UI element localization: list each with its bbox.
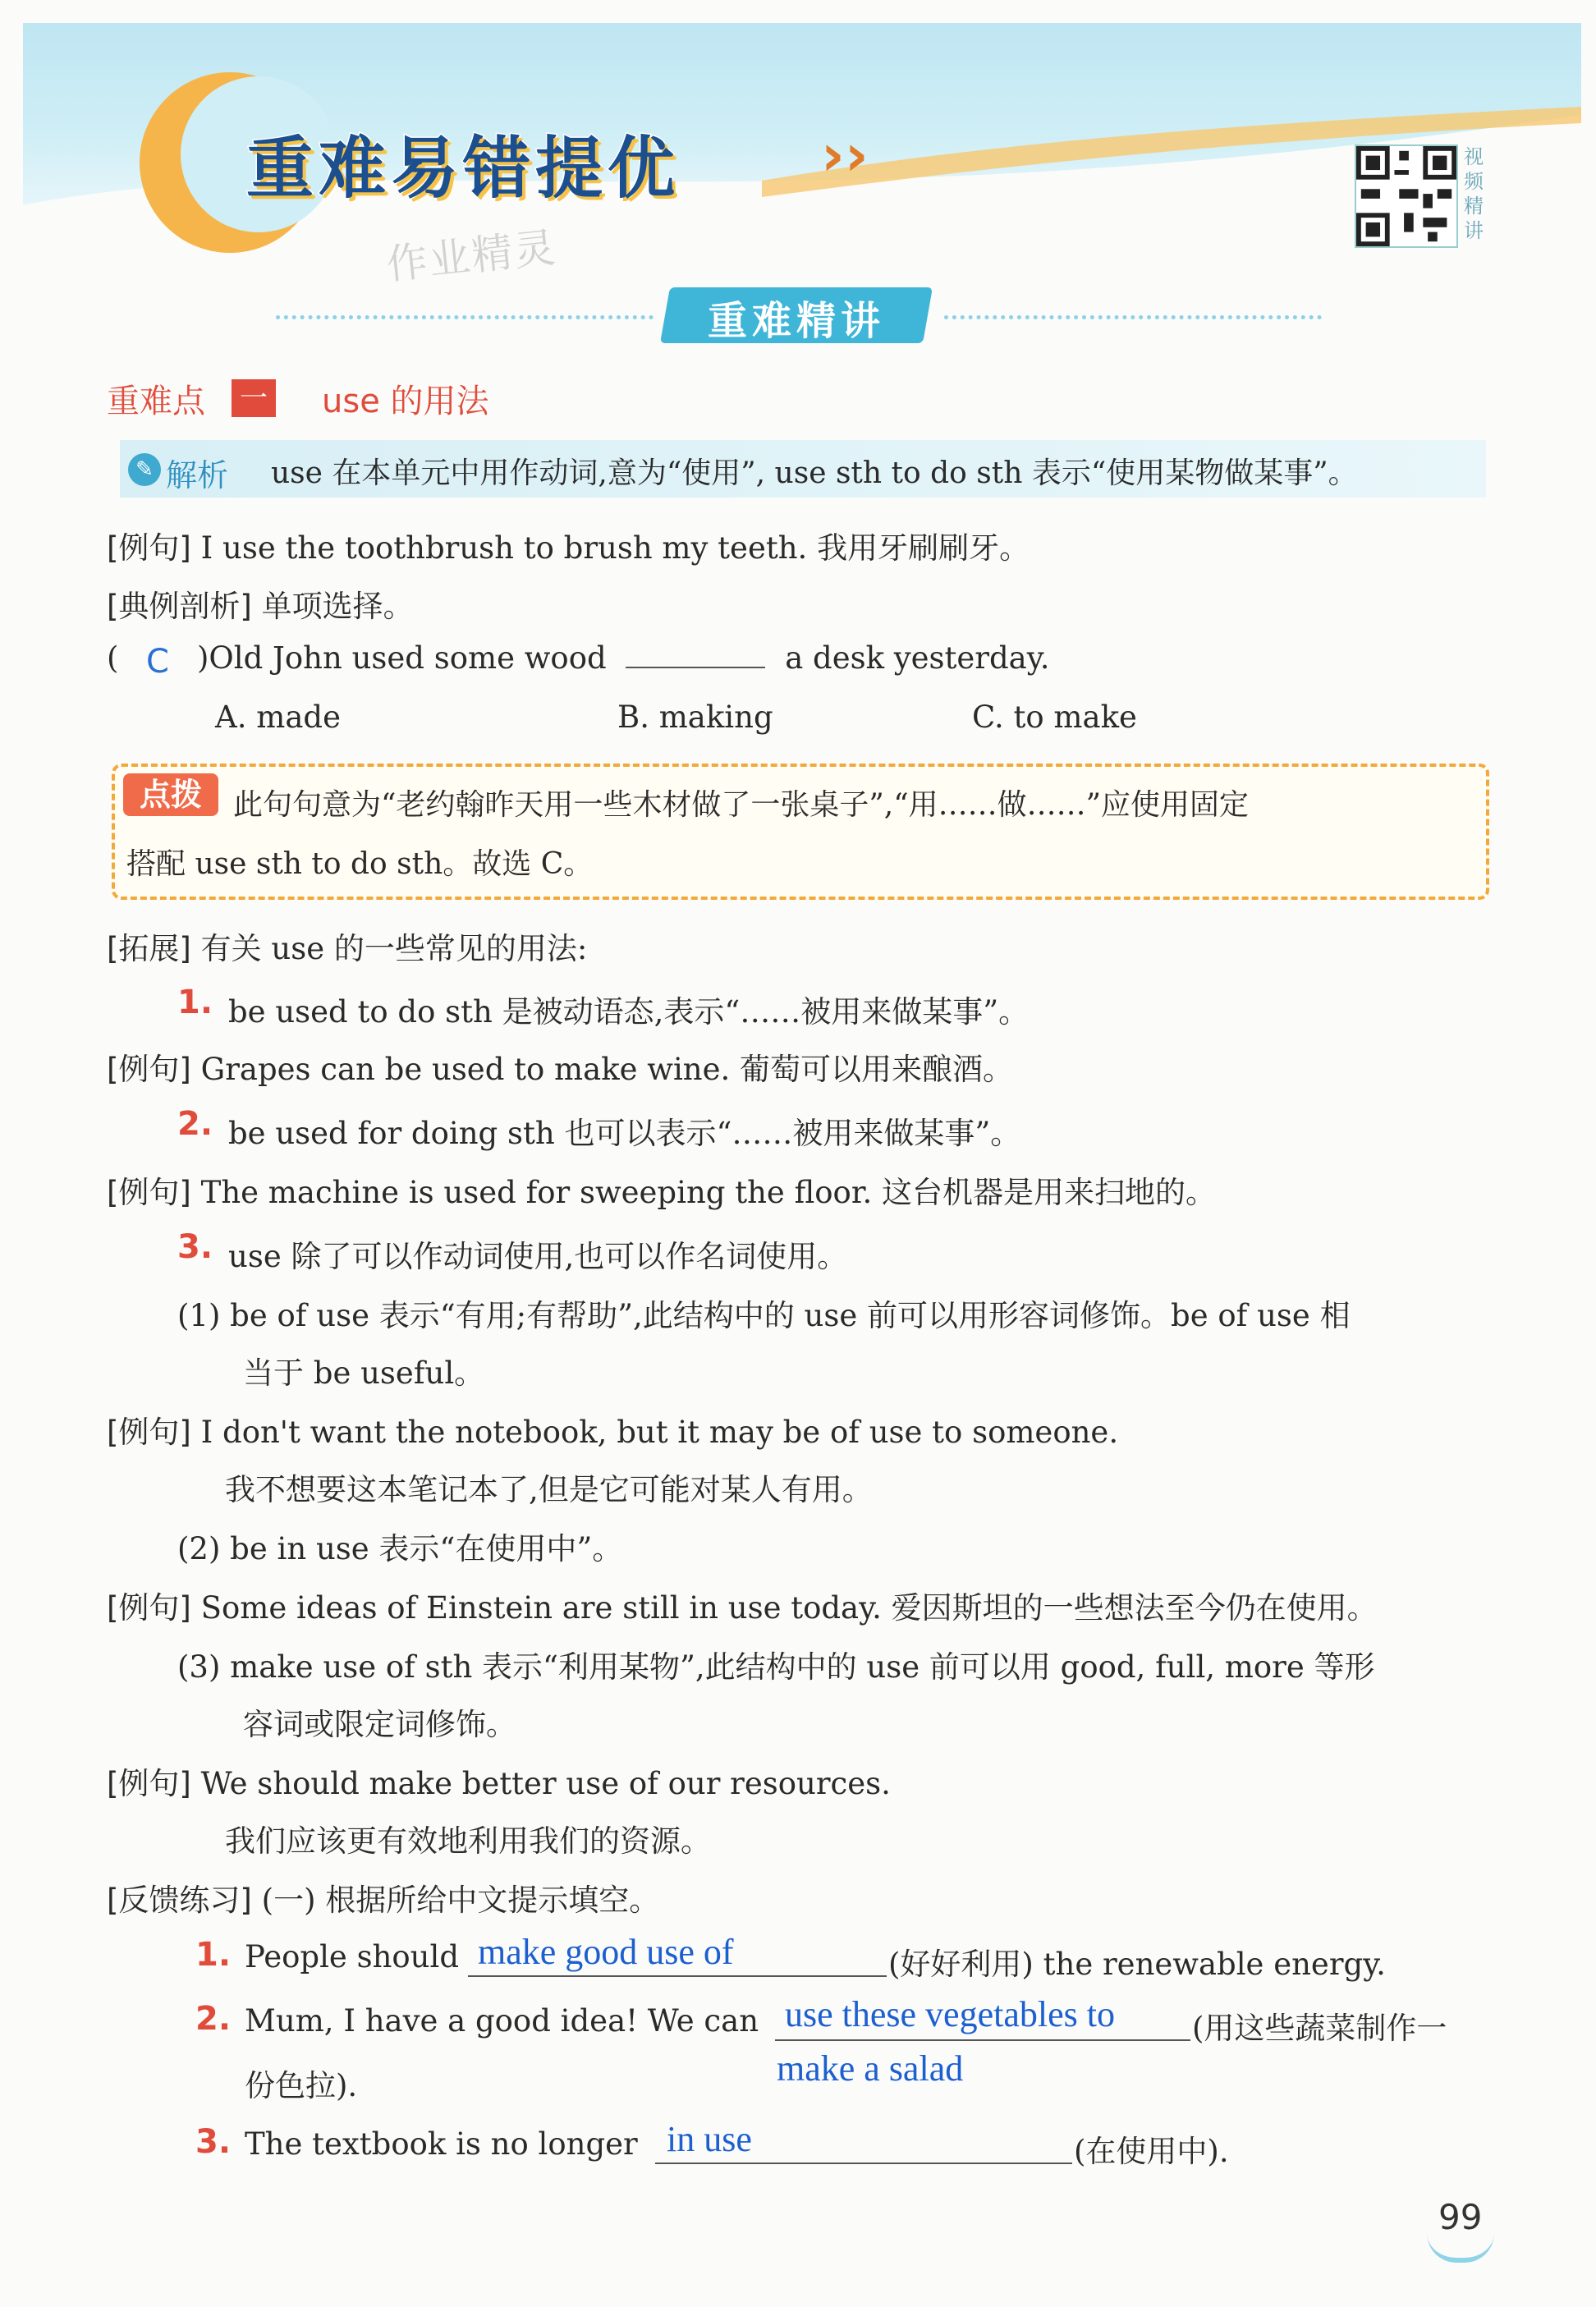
exercise-number: 2. — [195, 2000, 232, 2038]
exercise-3-pre: The textbook is no longer — [245, 2126, 638, 2162]
point-label: 重难点 — [107, 383, 205, 420]
question-stem — [197, 640, 1050, 676]
exercise-3-post: (在使用中). — [1074, 2134, 1229, 2169]
expand-intro: 有关 use 的一些常见的用法: — [200, 931, 588, 966]
page-header-title: 重难易错提优 — [246, 130, 681, 208]
point-number: 一 — [232, 379, 276, 417]
expand-tag: [拓展] — [107, 931, 191, 966]
exercise-2-post: (用这些蔬菜制作一 — [1192, 2011, 1447, 2046]
example-row — [107, 1583, 1378, 1627]
exercise-1-blank[interactable] — [468, 1975, 887, 1977]
item-number: 3. — [177, 1228, 213, 1266]
sub-item-text: 容词或限定词修饰。 — [243, 1707, 516, 1742]
expand-row — [107, 924, 587, 968]
exercise-number: 1. — [195, 1936, 232, 1974]
practice-tag: [反馈练习] — [107, 1883, 252, 1918]
watermark: 作业精灵 — [383, 223, 559, 289]
item-number: 2. — [177, 1105, 213, 1143]
exercise-2-cont: 份色拉). — [245, 2068, 358, 2103]
exercise-2-answer-2: make a salad — [777, 2048, 964, 2089]
exercise-1-post: (好好利用) the renewable energy. — [888, 1947, 1386, 1982]
sub-item-text: (1) be of use 表示“有用;有帮助”,此结构中的 use 前可以用形容词修饰。be of use 相 — [177, 1298, 1351, 1333]
sub-item-text: 当于 be useful。 — [243, 1355, 485, 1391]
exercise-2-pre: Mum, I have a good idea! We can — [245, 2003, 759, 2039]
option-a: A. made — [215, 699, 341, 735]
question-stem-b: a desk yesterday. — [785, 640, 1050, 676]
practice-row — [107, 1875, 659, 1919]
item-text: be used to do sth 是被动语态,表示“……被用来做某事”。 — [228, 994, 1030, 1030]
example-row — [107, 1167, 1216, 1212]
example-tag: [例句] — [107, 1415, 191, 1450]
example-tag: [例句] — [107, 1175, 191, 1210]
example-translation: 我不想要这本笔记本了,但是它可能对某人有用。 — [225, 1472, 873, 1507]
exercise-3-answer: in use — [667, 2119, 752, 2159]
example-text: Grapes can be used to make wine. 葡萄可以用来酿酒。 — [200, 1052, 1014, 1087]
example-text: Some ideas of Einstein are still in use today. 爱因斯坦的一些想法至今仍在使用。 — [200, 1590, 1378, 1626]
point-title: use 的用法 — [322, 383, 489, 420]
example-text: I don't want the notebook, but it may be of use to someone. — [200, 1415, 1119, 1450]
example-tag: [例句] — [107, 1766, 191, 1801]
sub-item-text: (3) make use of sth 表示“利用某物”,此结构中的 use 前可以用 good, full, more 等形 — [177, 1649, 1375, 1685]
page-number: 99 — [1438, 2197, 1483, 2237]
typical-row — [107, 581, 414, 626]
practice-intro: (一) 根据所给中文提示填空。 — [261, 1883, 660, 1918]
example-row — [107, 1759, 891, 1803]
tip-tag: 点拨 — [123, 773, 218, 816]
exercise-3-blank[interactable] — [655, 2163, 1072, 2164]
qr-caption: 视频精讲 — [1464, 145, 1484, 242]
example-row — [107, 1407, 1118, 1452]
example-translation: 我们应该更有效地利用我们的资源。 — [225, 1823, 711, 1859]
example-text: We should make better use of our resources. — [200, 1766, 891, 1801]
sub-item-text: (2) be in use 表示“在使用中”。 — [177, 1531, 623, 1566]
answer-blank[interactable] — [626, 667, 765, 668]
question-paren: ( — [107, 640, 119, 676]
divider-dots-right — [944, 315, 1322, 319]
analysis-label: 解析 — [166, 457, 229, 493]
exercise-2-blank[interactable] — [775, 2039, 1190, 2041]
exercise-1-answer: make good use of — [478, 1932, 734, 1972]
tip-line-2: 搭配 use sth to do sth。故选 C。 — [126, 847, 594, 881]
example-text: The machine is used for sweeping the floor. 这台机器是用来扫地的。 — [200, 1175, 1216, 1210]
example-row — [107, 523, 1030, 567]
option-b: B. making — [617, 699, 773, 735]
typical-text: 单项选择。 — [261, 589, 414, 624]
exercise-number: 3. — [195, 2123, 232, 2161]
question-stem-a: )Old John used some wood — [197, 640, 607, 676]
pen-icon: ✎ — [128, 453, 161, 486]
example-tag: [例句] — [107, 1590, 191, 1626]
section-banner-text: 重难精讲 — [707, 298, 885, 344]
analysis-text: use 在本单元中用作动词,意为“使用”, use sth to do sth 表示“使用某物做某事”。 — [271, 456, 1358, 490]
exercise-2-answer-1: use these vegetables to — [785, 1994, 1115, 2034]
item-number: 1. — [177, 984, 213, 1021]
title-chevron-icon: ›› — [821, 122, 869, 189]
page-number-swoosh — [1427, 2233, 1494, 2263]
divider-dots-left — [276, 315, 654, 319]
qr-code-icon[interactable] — [1355, 144, 1458, 248]
typical-tag: [典例剖析] — [107, 589, 252, 624]
question-answer: C — [146, 643, 169, 681]
item-text: use 除了可以作动词使用,也可以作名词使用。 — [228, 1239, 848, 1274]
example-tag: [例句] — [107, 530, 191, 566]
tip-line-1: 此句句意为“老约翰昨天用一些木材做了一张桌子”,“用……做……”应使用固定 — [233, 788, 1250, 822]
example-text: I use the toothbrush to brush my teeth. 我用牙刷刷牙。 — [200, 530, 1030, 566]
option-c: C. to make — [972, 699, 1137, 735]
example-row — [107, 1044, 1013, 1089]
item-text: be used for doing sth 也可以表示“……被用来做某事”。 — [228, 1116, 1021, 1151]
exercise-1-pre: People should — [245, 1939, 460, 1974]
example-tag: [例句] — [107, 1052, 191, 1087]
